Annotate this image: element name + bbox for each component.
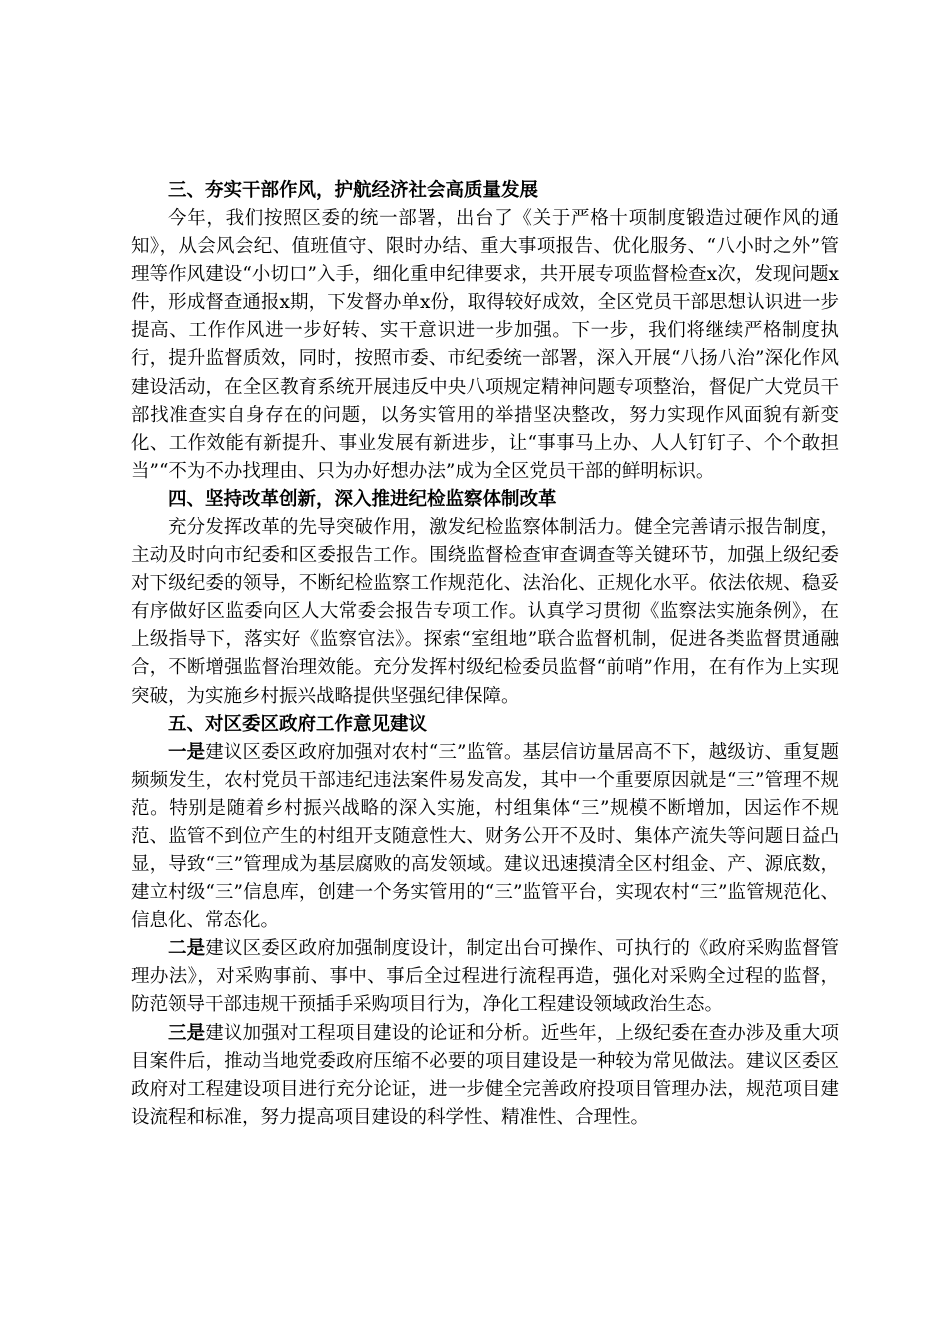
paragraph-text: 充分发挥改革的先导突破作用，激发纪检监察体制活力。健全完善请示报告制度，主动及时向市纪委和区委报告工作。围绕监督检查审查调查等关键环节，加强上级纪委对下级纪委的领导，不断纪检监察工作规范化、法治化、正规化水平。依法依规、稳妥有序做好区监委向区人大常委会报告专项工作。认真学习贯彻《监察法实施条例》，在上级指导下，落实好《监察官法》。探索“室组地”联合监督机制，促进各类监督贯通融合，不断增强监督治理效能。充分发挥村级纪检委员监督“前哨”作用，在有作为上实现突破，为实施乡村振兴战略提供坚强纪律保障。 [131, 516, 839, 707]
body-paragraph [131, 514, 839, 711]
paragraph-lead: 三是 [168, 1022, 206, 1044]
paragraph-lead: 一是 [168, 741, 206, 763]
document-page [131, 177, 839, 1132]
body-paragraph [131, 935, 839, 1019]
section-heading-4: 四、坚持改革创新，深入推进纪检监察体制改革 [168, 488, 557, 510]
body-paragraph [131, 1020, 839, 1132]
paragraph-text: 今年，我们按照区委的统一部署，出台了《关于严格十项制度锻造过硬作风的通知》，从会风会纪、值班值守、限时办结、重大事项报告、优化服务、“八小时之外”管理等作风建设“小切口”入手，细化重申纪律要求，共开展专项监督检查x次，发现问题x件，形成督查通报x期，下发督办单x份，取得较好成效，全区党员干部思想认识进一步提高、工作作风进一步好转、实干意识进一步加强。下一步，我们将继续严格制度执行，提升监督质效，同时，按照市委、市纪委统一部署，深入开展“八扬八治”深化作风建设活动，在全区教育系统开展违反中央八项规定精神问题专项整治，督促广大党员干部找准查实自身存在的问题，以务实管用的举措坚决整改，努力实现作风面貌有新变化、工作效能有新提升、事业发展有新进步，让“事事马上办、人人钉钉子、个个敢担当”“不为不办找理由、只为办好想办法”成为全区党员干部的鲜明标识。 [131, 208, 839, 482]
section-heading-5: 五、对区委区政府工作意见建议 [168, 713, 428, 735]
paragraph-lead: 二是 [168, 938, 206, 960]
section-heading-3: 三、夯实干部作风，护航经济社会高质量发展 [168, 180, 539, 201]
paragraph-text: 建议区委区政府加强制度设计，制定出台可操作、可执行的《政府采购监督管理办法》，对采购事前、事中、事后全过程进行流程再造，强化对采购全过程的监督，防范领导干部违规干预插手采购项目行为，净化工程建设领域政治生态。 [131, 938, 839, 1016]
paragraph-text: 建议加强对工程项目建设的论证和分析。近些年，上级纪委在查办涉及重大项目案件后，推动当地党委政府压缩不必要的项目建设是一种较为常见做法。建议区委区政府对工程建设项目进行充分论证，进一步健全完善政府投项目管理办法，规范项目建设流程和标准，努力提高项目建设的科学性、精准性、合理性。 [131, 1022, 839, 1128]
paragraph-text: 建议区委区政府加强对农村“三”监管。基层信访量居高不下，越级访、重复题频频发生，农村党员干部违纪违法案件易发高发，其中一个重要原因就是“三”管理不规范。特别是随着乡村振兴战略的深入实施，村组集体“三”规模不断增加，因运作不规范、监管不到位产生的村组开支随意性大、财务公开不及时、集体产流失等问题日益凸显，导致“三”管理成为基层腐败的高发领域。建议迅速摸清全区村组金、产、源底数，建立村级“三”信息库，创建一个务实管用的“三”监管平台，实现农村“三”监管规范化、信息化、常态化。 [131, 741, 839, 932]
body-paragraph [131, 739, 839, 936]
body-paragraph [131, 205, 839, 486]
